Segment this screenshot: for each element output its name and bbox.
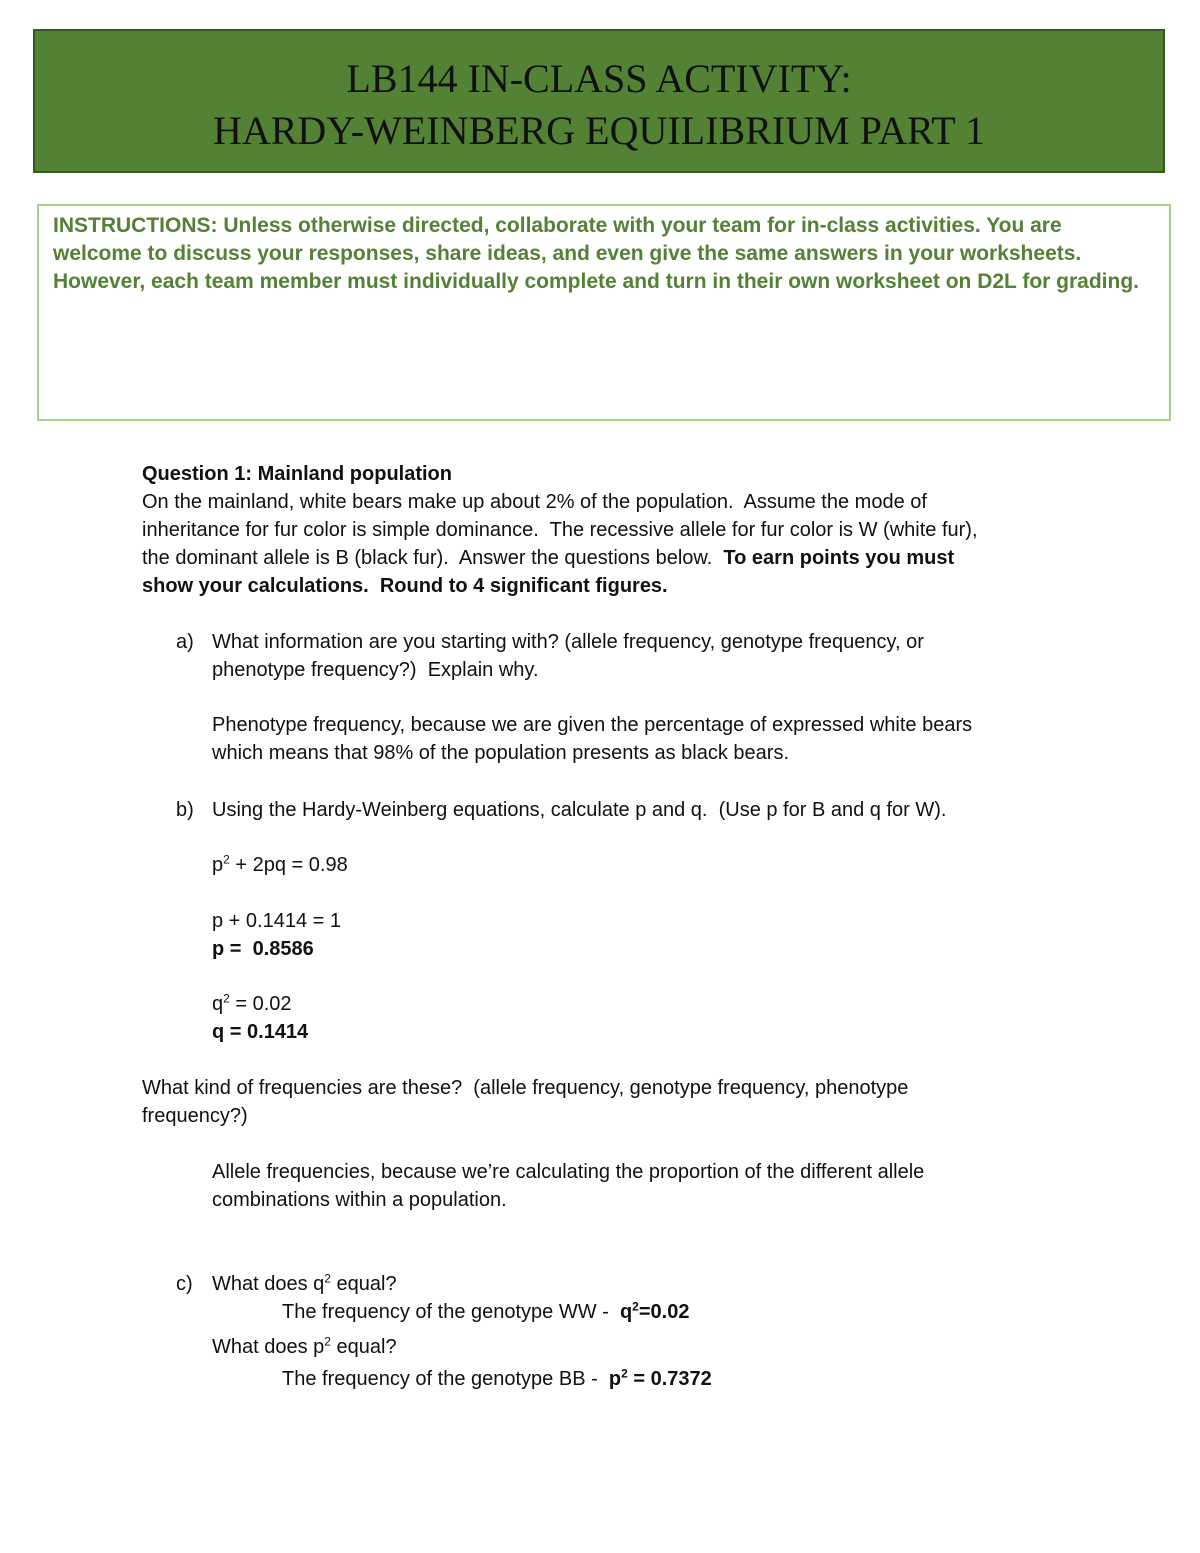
question-c1 — [212, 1270, 397, 1298]
equation — [212, 851, 348, 879]
q-text: What does q — [212, 1273, 325, 1295]
q-text: What does p — [212, 1336, 325, 1358]
equation-result-q: q = 0.1414 — [212, 1021, 309, 1043]
a-sup: 2 — [632, 1299, 639, 1314]
kind-question: What kind of frequencies are these? (allele frequency, genotype frequency, phenotype — [142, 1077, 909, 1099]
equation — [212, 990, 292, 1018]
a-bold — [609, 1368, 712, 1390]
answer-c1 — [282, 1298, 689, 1326]
a-text: The frequency of the genotype BB - — [282, 1368, 609, 1390]
q-sup: 2 — [324, 1271, 331, 1286]
title-banner — [33, 29, 1165, 173]
intro-line: On the mainland, white bears make up about 2% of the population. Assume the mode of — [142, 491, 927, 513]
a-bold-text: =0.02 — [638, 1301, 690, 1323]
intro-line: inheritance for fur color is simple dominance. The recessive allele for fur color is W (white fur), — [142, 519, 978, 541]
a-bold — [620, 1301, 690, 1323]
a-sup: 2 — [621, 1366, 628, 1381]
item-label-a: a) — [176, 631, 194, 653]
intro-line — [142, 544, 954, 572]
intro-text: the dominant allele is B (black fur). Answer the questions below. — [142, 547, 724, 569]
item-label-b: b) — [176, 799, 194, 821]
q-sup: 2 — [324, 1334, 331, 1349]
eq-sup: 2 — [223, 852, 230, 867]
title-line-1: LB144 IN-CLASS ACTIVITY: — [346, 56, 852, 101]
equation: p + 0.1414 = 1 — [212, 910, 342, 932]
question-b: Using the Hardy-Weinberg equations, calculate p and q. (Use p for B and q for W). — [212, 799, 947, 821]
a-bold-text: = 0.7372 — [627, 1368, 712, 1390]
intro-bold-line: show your calculations. Round to 4 significant figures. — [142, 575, 668, 597]
eq-text: q — [212, 993, 224, 1015]
eq-sup: 2 — [223, 991, 230, 1006]
kind-question: frequency?) — [142, 1105, 248, 1127]
instructions-text: INSTRUCTIONS: Unless otherwise directed, collaborate with your team for in-class activities. You are welcome to discuss your responses, share ideas, and even give the same answers in your worksheets. However, each team member must individually complete and turn in their own worksheet on D2L for grading. — [53, 214, 1140, 293]
q-text: equal? — [330, 1336, 397, 1358]
a-text: The frequency of the genotype WW - — [282, 1301, 620, 1323]
question-c2 — [212, 1333, 397, 1361]
kind-answer: combinations within a population. — [212, 1189, 507, 1211]
intro-bold: To earn points you must — [723, 547, 955, 569]
answer-a: which means that 98% of the population presents as black bears. — [212, 742, 790, 764]
a-bold-text: p — [608, 1368, 622, 1390]
title-line-2: HARDY-WEINBERG EQUILIBRIUM PART 1 — [212, 108, 986, 153]
question-title: Question 1: Mainland population — [142, 463, 452, 485]
question-a: What information are you starting with? (allele frequency, genotype frequency, or — [212, 631, 924, 653]
question-a: phenotype frequency?) Explain why. — [212, 659, 539, 681]
equation-result-p: p = 0.8586 — [212, 938, 314, 960]
answer-c2 — [282, 1365, 712, 1393]
kind-answer: Allele frequencies, because we’re calculating the proportion of the different allele — [212, 1161, 925, 1183]
item-label-c: c) — [176, 1273, 193, 1295]
instructions-box — [37, 204, 1171, 421]
answer-a: Phenotype frequency, because we are given the percentage of expressed white bears — [212, 714, 973, 736]
eq-text: = 0.02 — [229, 993, 292, 1015]
eq-text: + 2pq = 0.98 — [229, 854, 348, 876]
a-bold-text: q — [619, 1301, 633, 1323]
q-text: equal? — [330, 1273, 397, 1295]
eq-text: p — [212, 854, 224, 876]
